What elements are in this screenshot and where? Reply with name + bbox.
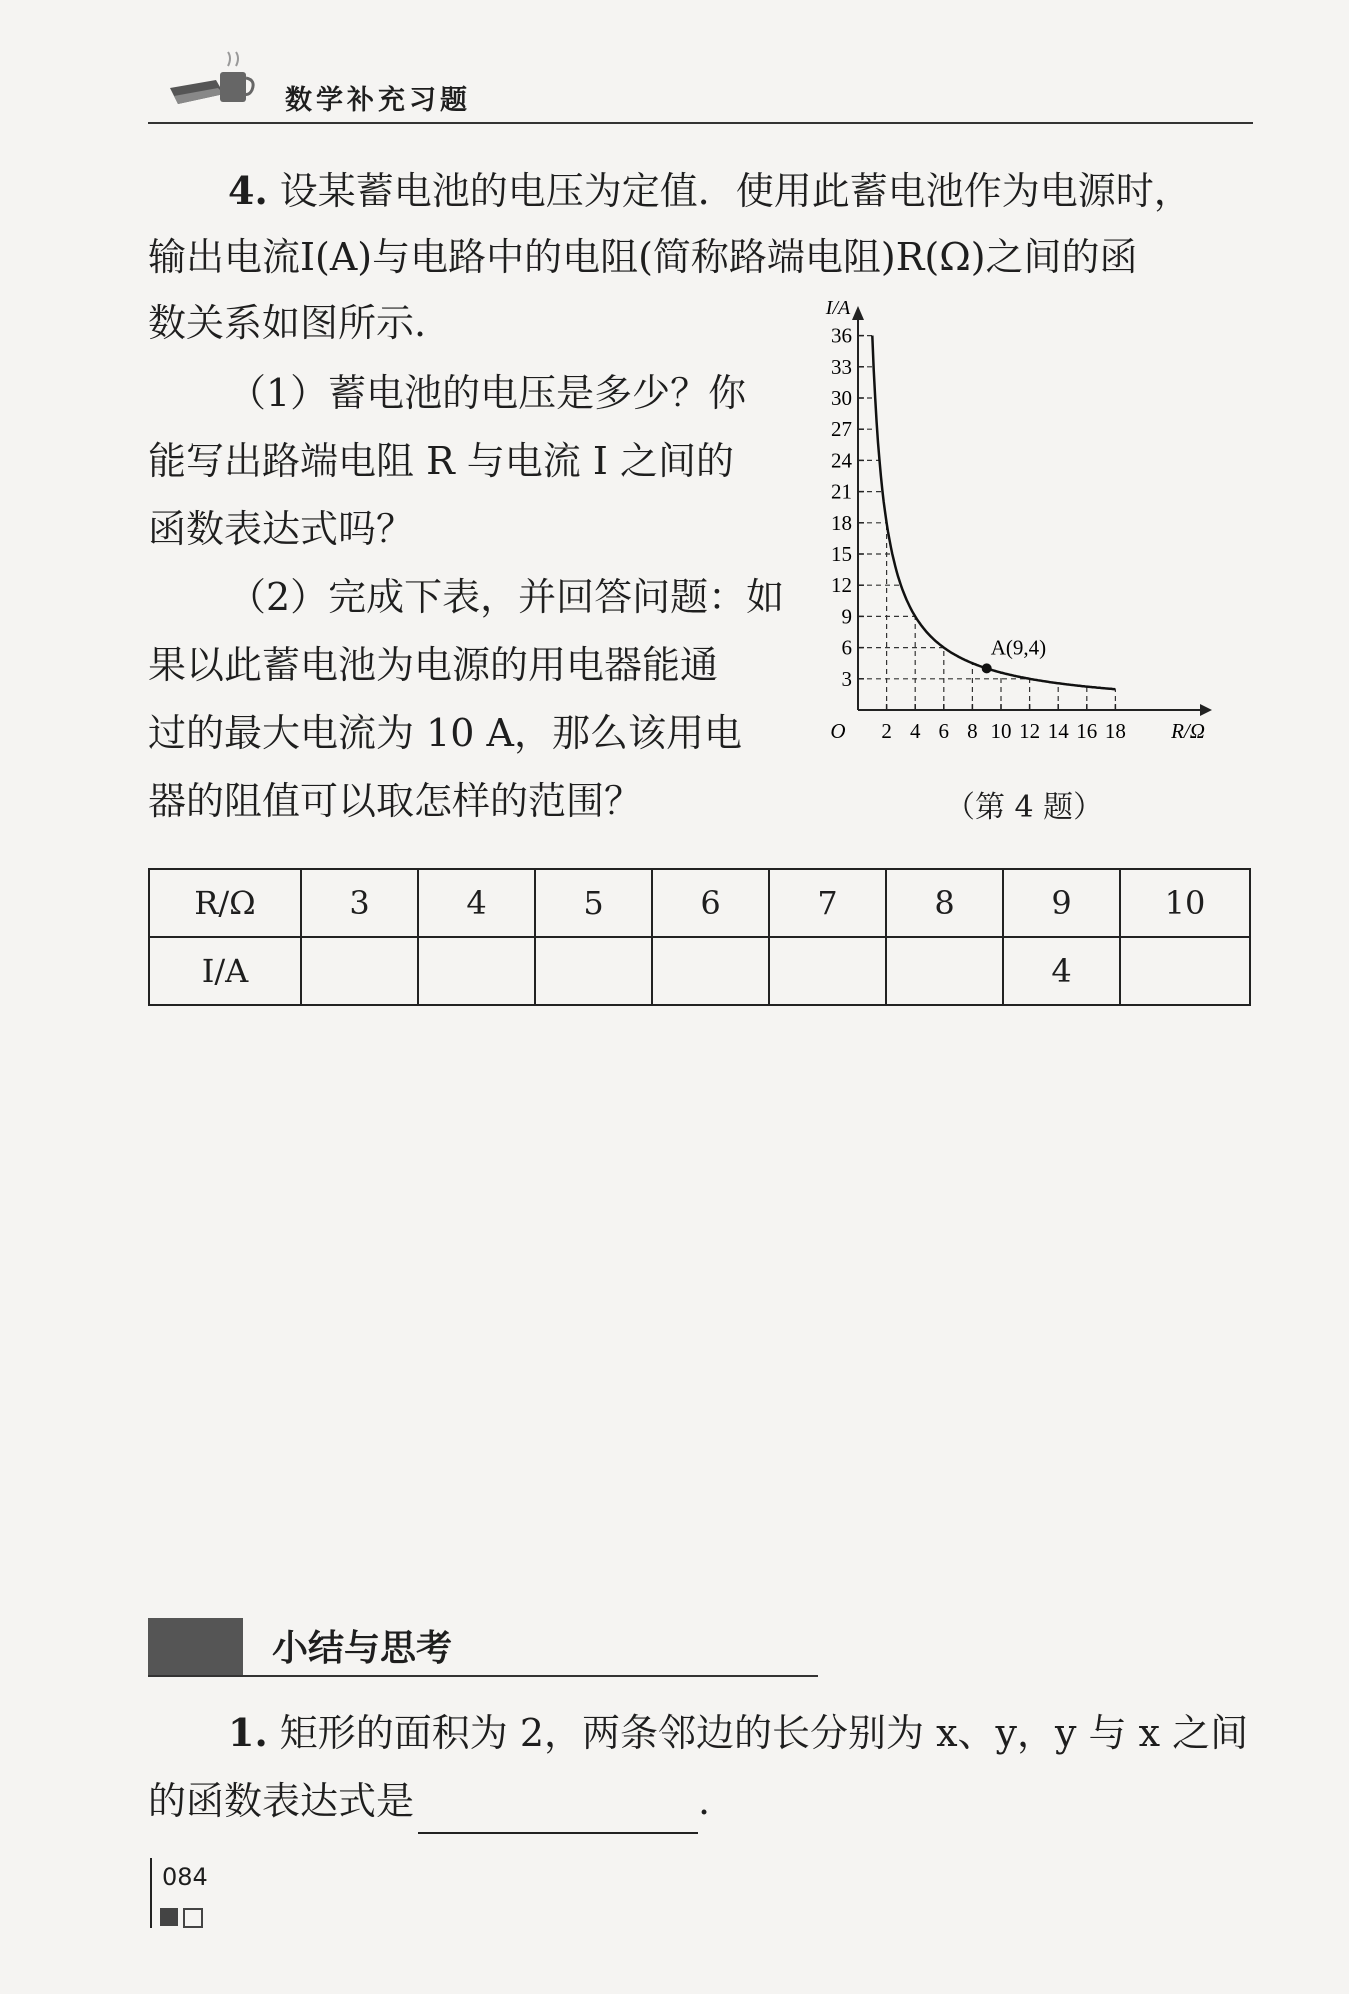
- question-text: 矩形的面积为 2，两条邻边的长分别为 x、y，y 与 x 之间: [267, 1711, 1249, 1755]
- table-cell: 6: [652, 869, 769, 937]
- header-rule: [148, 122, 1253, 124]
- table-cell: [535, 937, 652, 1005]
- origin-label: O: [830, 719, 846, 743]
- x-tick-label: 6: [938, 719, 950, 743]
- x-tick-label: 8: [967, 719, 978, 743]
- problem-4-line-2: 输出电流I(A)与电路中的电阻(简称路端电阻)R(Ω)之间的函: [148, 235, 1138, 279]
- x-tick-label: 18: [1104, 719, 1126, 743]
- table-cell: 4: [1003, 937, 1120, 1005]
- problem-number: 4.: [228, 168, 268, 213]
- section-title: 小结与思考: [272, 1628, 453, 1669]
- x-tick-label: 16: [1076, 719, 1098, 743]
- period: .: [698, 1779, 711, 1823]
- table-row: [149, 937, 1250, 1005]
- question-2-line-2: 果以此蓄电池为电源的用电器能通: [148, 643, 719, 687]
- y-tick-label: 6: [841, 635, 852, 660]
- table-cell: 5: [535, 869, 652, 937]
- table-cell: [652, 937, 769, 1005]
- y-tick-label: 12: [831, 573, 852, 598]
- table-cell: [418, 937, 535, 1005]
- filled-square-icon: [160, 1908, 178, 1926]
- x-axis-label: R/Ω: [1171, 719, 1205, 743]
- table-cell: 8: [886, 869, 1003, 937]
- table-cell: [1120, 937, 1250, 1005]
- question-2-line-1: （2）完成下表，并回答问题：如: [228, 575, 785, 619]
- header-title: 数学补充习题: [285, 85, 471, 116]
- table-cell: 3: [301, 869, 418, 937]
- figure-caption: （第 4 题）: [945, 790, 1104, 825]
- question-number: 1.: [228, 1710, 268, 1755]
- y-tick-label: 33: [831, 354, 852, 379]
- table-cell: 9: [1003, 869, 1120, 937]
- x-tick-label: 14: [1047, 719, 1069, 743]
- table-cell: I/A: [149, 937, 301, 1005]
- y-tick-label: 9: [841, 604, 852, 629]
- y-axis-label: I/A: [825, 298, 851, 319]
- table-cell: 10: [1120, 869, 1250, 937]
- table-cell: 4: [418, 869, 535, 937]
- inverse-function-chart: [800, 298, 1220, 758]
- answer-blank[interactable]: [418, 1792, 698, 1834]
- y-tick-label: 18: [831, 510, 852, 535]
- question-2-line-3: 过的最大电流为 10 A，那么该用电: [148, 711, 742, 755]
- y-tick-label: 27: [831, 417, 852, 442]
- section-rule: [148, 1675, 818, 1677]
- empty-square-icon: [183, 1908, 203, 1928]
- x-tick-label: 4: [909, 719, 921, 743]
- question-1-line-1: （1）蓄电池的电压是多少？你: [228, 371, 747, 415]
- y-tick-label: 15: [831, 542, 852, 566]
- point-a-label: A(9,4): [990, 635, 1047, 660]
- y-tick-label: 21: [831, 479, 852, 504]
- question-1-line-2: 能写出路端电阻 R 与电流 I 之间的: [148, 439, 734, 483]
- y-tick-label: 30: [831, 386, 852, 410]
- problem-4-line-3: 数关系如图所示.: [148, 301, 427, 345]
- x-tick-label: 2: [881, 719, 892, 743]
- table-cell: [301, 937, 418, 1005]
- section-marker: [148, 1618, 243, 1676]
- table-row: [149, 869, 1250, 937]
- point-a: [982, 663, 992, 673]
- y-tick-label: 3: [841, 666, 852, 691]
- question-text: 的函数表达式是: [148, 1779, 415, 1823]
- x-axis-arrow: [1200, 704, 1212, 716]
- summary-q1-line-2: [148, 1768, 710, 1834]
- y-tick-label: 36: [831, 323, 852, 348]
- question-1-line-3: 函数表达式吗？: [148, 507, 415, 551]
- values-table: [148, 868, 1251, 1006]
- books-and-mug-icon: [168, 50, 258, 112]
- y-tick-label: 24: [831, 448, 852, 473]
- question-2-line-4: 器的阻值可以取怎样的范围？: [148, 779, 643, 823]
- table-cell: [886, 937, 1003, 1005]
- footer-bar: [150, 1858, 152, 1928]
- summary-q1-line-1: [228, 1700, 1248, 1766]
- page-number: 084: [162, 1863, 208, 1891]
- table-cell: R/Ω: [149, 869, 301, 937]
- y-axis-arrow: [852, 306, 864, 320]
- table-cell: [769, 937, 886, 1005]
- x-tick-label: 10: [990, 719, 1012, 743]
- problem-text: 设某蓄电池的电压为定值．使用此蓄电池作为电源时，: [267, 169, 1192, 213]
- table-cell: 7: [769, 869, 886, 937]
- problem-4-line-1: [228, 158, 1192, 224]
- x-tick-label: 12: [1019, 719, 1041, 743]
